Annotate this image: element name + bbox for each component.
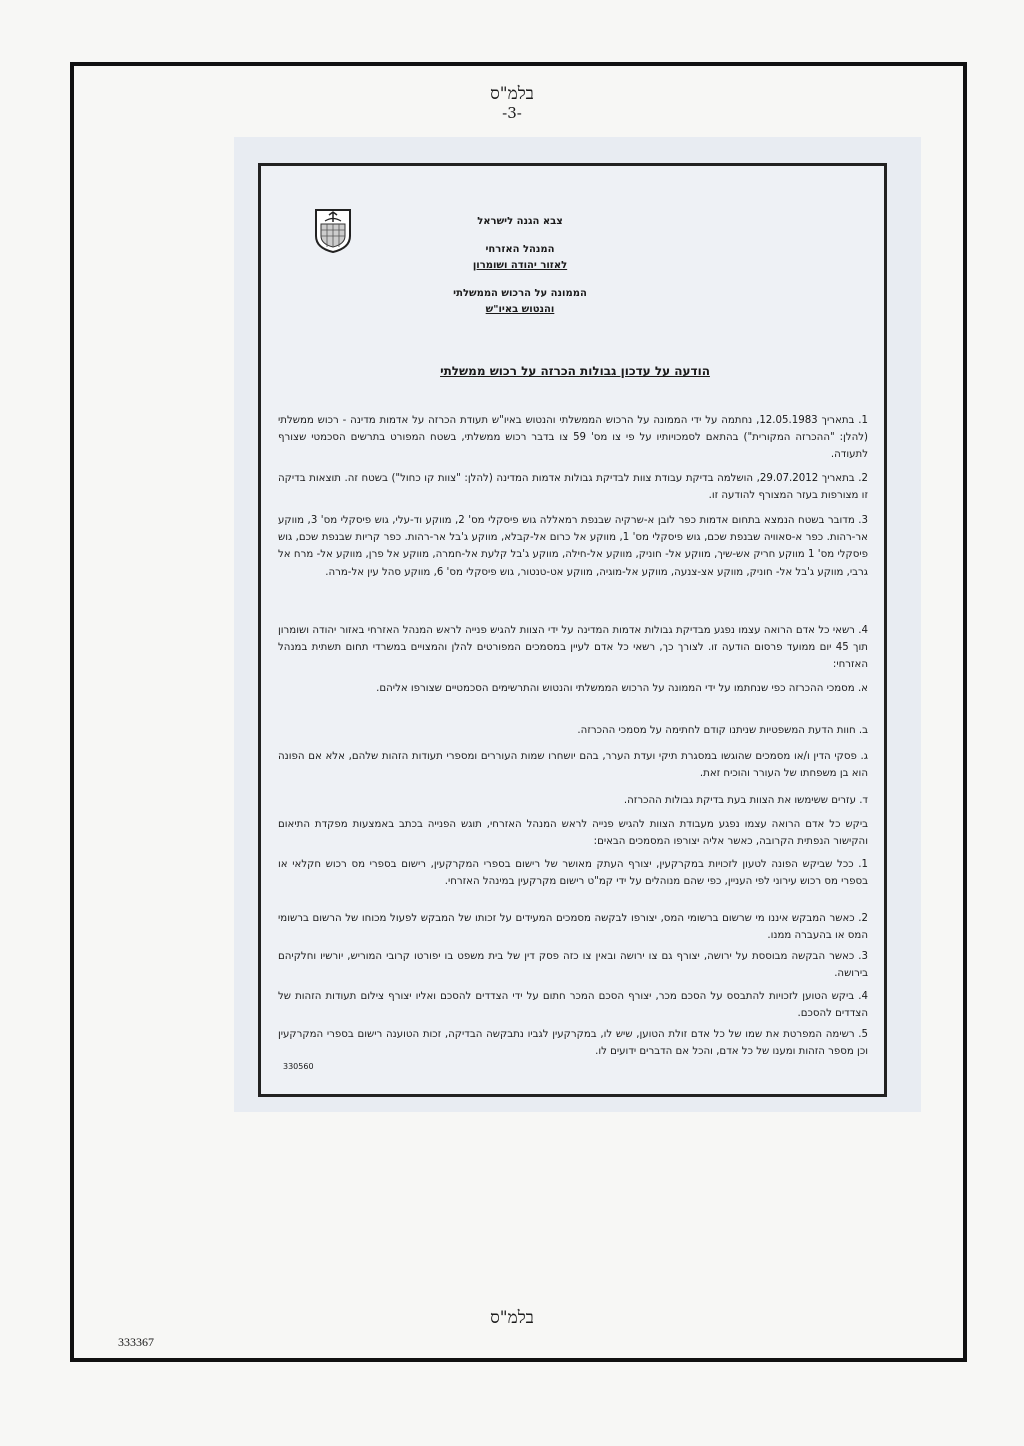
requirement-4: 4. ביקש הטוען לזכויות להתבסס על הסכם מכר, יצורף הסכם המכר חתום על ידי הצדדים להסכם ואליו יצורף צילום תעודות הזהות של הצדדים להסכם. — [278, 991, 868, 1020]
item-b: ב. חוות הדעת המשפטיות שניתנו קודם לחתימה על מסמכי ההכרזה. — [577, 725, 868, 736]
classification-header: בלמ"ס — [490, 84, 534, 104]
requirement-2: 2. כאשר המבקש איננו מי שרשום ברשומי המס, יצורפו לבקשה מסמכים המעידים על זכותו של המבקש לפעול מכוחו של הרשום ברשומי המס או בהעברה ממנו. — [278, 913, 868, 942]
classification-footer: בלמ"ס — [490, 1308, 534, 1328]
document-number: 333367 — [118, 1335, 154, 1349]
org-abandoned: והנטוש באיו"ש — [485, 304, 555, 315]
item-c: ג. פסקי הדין ו/או מסמכים שהוגשו במסגרת תיקי ועדת הערר, בהם יושחרו שמות העוררים ומספרי תעודות הזהות שלהם, אלא אם הפונה הוא בן משפחתו של העורר והוכיח זאת. — [278, 751, 868, 780]
paragraph-2: 2. בתאריך 29.07.2012, הושלמה בדיקת עבודת צוות לבדיקת גבולות אדמות המדינה (להלן: "צוות קו כחול") בשטח זה. תוצאות בדיקה זו מצורפות בעזר המצורף להודעה זו. — [278, 473, 868, 502]
requirement-3: 3. כאשר הבקשה מבוססת על ירושה, יצורף גם צו ירושה ובאין צו כזה פסק דין של בית משפט בו יפורטו קרובי המוריש, יורשיו וחלקיהם בירושה. — [278, 951, 868, 980]
item-a: א. מסמכי ההכרזה כפי שנחתמו על ידי הממונה על הרכוש הממשלתי והנטוש והתרשימים הסכמטיים שצורפו אליהם. — [376, 683, 868, 694]
org-region: לאזור יהודה ושומרון — [472, 260, 568, 271]
requirement-1: 1. ככל שביקש הפונה לטעון לזכויות במקרקעין, יצורף העתק מאושר של רישום בספרי המקרקעין, רישום בספרי מס רכוש חקלאי או בספרי מס רכוש עירוני לפי העניין, כפי שהם מנוהלים על ידי קמ"ט רישום מקרקעין במינהל האזרחי. — [278, 859, 868, 888]
paragraph-4: 4. רשאי כל אדם הרואה עצמו נפגע מבדיקת גבולות אדמות המדינה על ידי הצוות להגיש פנייה לראש המנהל האזרחי באזור יהודה ושומרון תוך 45 יום ממועד פרסום הודעה זו. לצורך כך, רשאי כל אדם לעיין במסמכים המפורטים להלן והמצויים במשרדי תחום תשתית במנהל האזרחי: — [278, 625, 868, 671]
page-number: -3- — [502, 104, 522, 122]
notice-title: הודעה על עדכון גבולות הכרזה על רכוש ממשלתי — [440, 364, 710, 378]
civil-admin-emblem-icon — [312, 206, 354, 254]
org-custodian: הממונה על הרכוש הממשלתי — [453, 288, 587, 299]
org-civil-admin: המנהל האזרחי — [485, 244, 555, 255]
paragraph-3: 3. מדובר בשטח הנמצא בתחום אדמות כפר לובן א-שרקיה שבנפת רמאללה גוש פיסקלי מס' 2, מווקע וד-עלי, גוש פיסקלי מס' 3, מווקע אר-רהות. כפר א-סאוויה שבנפת שכם, גוש פיסקלי מס' 1, מווקע אל כרום אל-קבלא, מווקע ג'בל אר-רהות. כפר קריות שבנפת שכם, גוש פיסקלי מס' 1 מווקע חריק אש-שיך, מווקע אל- חוניק, מווקע אל-חילה, מווקע ג'בל קלעת אל-חמרה, מווקע אל פרן, מווקע אל- מרח אל גרבי, מווקע ג'בל אל- חוניק, מווקע אצ-צנעה, מווקע אל-מוגיה, מווקע אט-טנטור, גוש פיסקלי מס' 6, מווקע סהל עין אל-מרה. — [278, 515, 869, 578]
paragraph-5: ביקש כל אדם הרואה עצמו נפגע מעבודת הצוות להגיש פנייה לראש המנהל האזרחי, תוגש הפנייה בכתב באמצעות מפקדת התיאום והקישור הנפתית הקרובה, כאשר אליה יצורפו המסמכים הבאים: — [278, 819, 868, 848]
item-d: ד. עזרים ששימשו את הצוות בעת בדיקת גבולות ההכרזה. — [623, 795, 868, 806]
scan-serial: 330560 — [283, 1062, 314, 1071]
requirement-5: 5. רשימה המפרטת את שמו של כל אדם זולת הטוען, שיש לו, במקרקעין לגביו נתבקשה הבדיקה, זכות הטוענה רישום בספרי המקרקעין וכן מספר הזהות ומענו של כל אדם, והכל אם הדברים ידועים לו. — [278, 1029, 868, 1058]
org-idf: צבא הגנה לישראל — [477, 216, 563, 227]
paragraph-1: 1. בתאריך 12.05.1983, נחתמה על ידי הממונה על הרכוש הממשלתי והנטוש באיו"ש תעודת הכרזה על אדמות מדינה - רכוש ממשלתי (להלן: "ההכרזה המקורית") בהתאם לסמכויותיו על פי צו מס' 59 צו בדבר רכוש ממשלתי, בשטח המפורט בתרשים הסכמטי שצורף לתעודה. — [278, 415, 868, 461]
